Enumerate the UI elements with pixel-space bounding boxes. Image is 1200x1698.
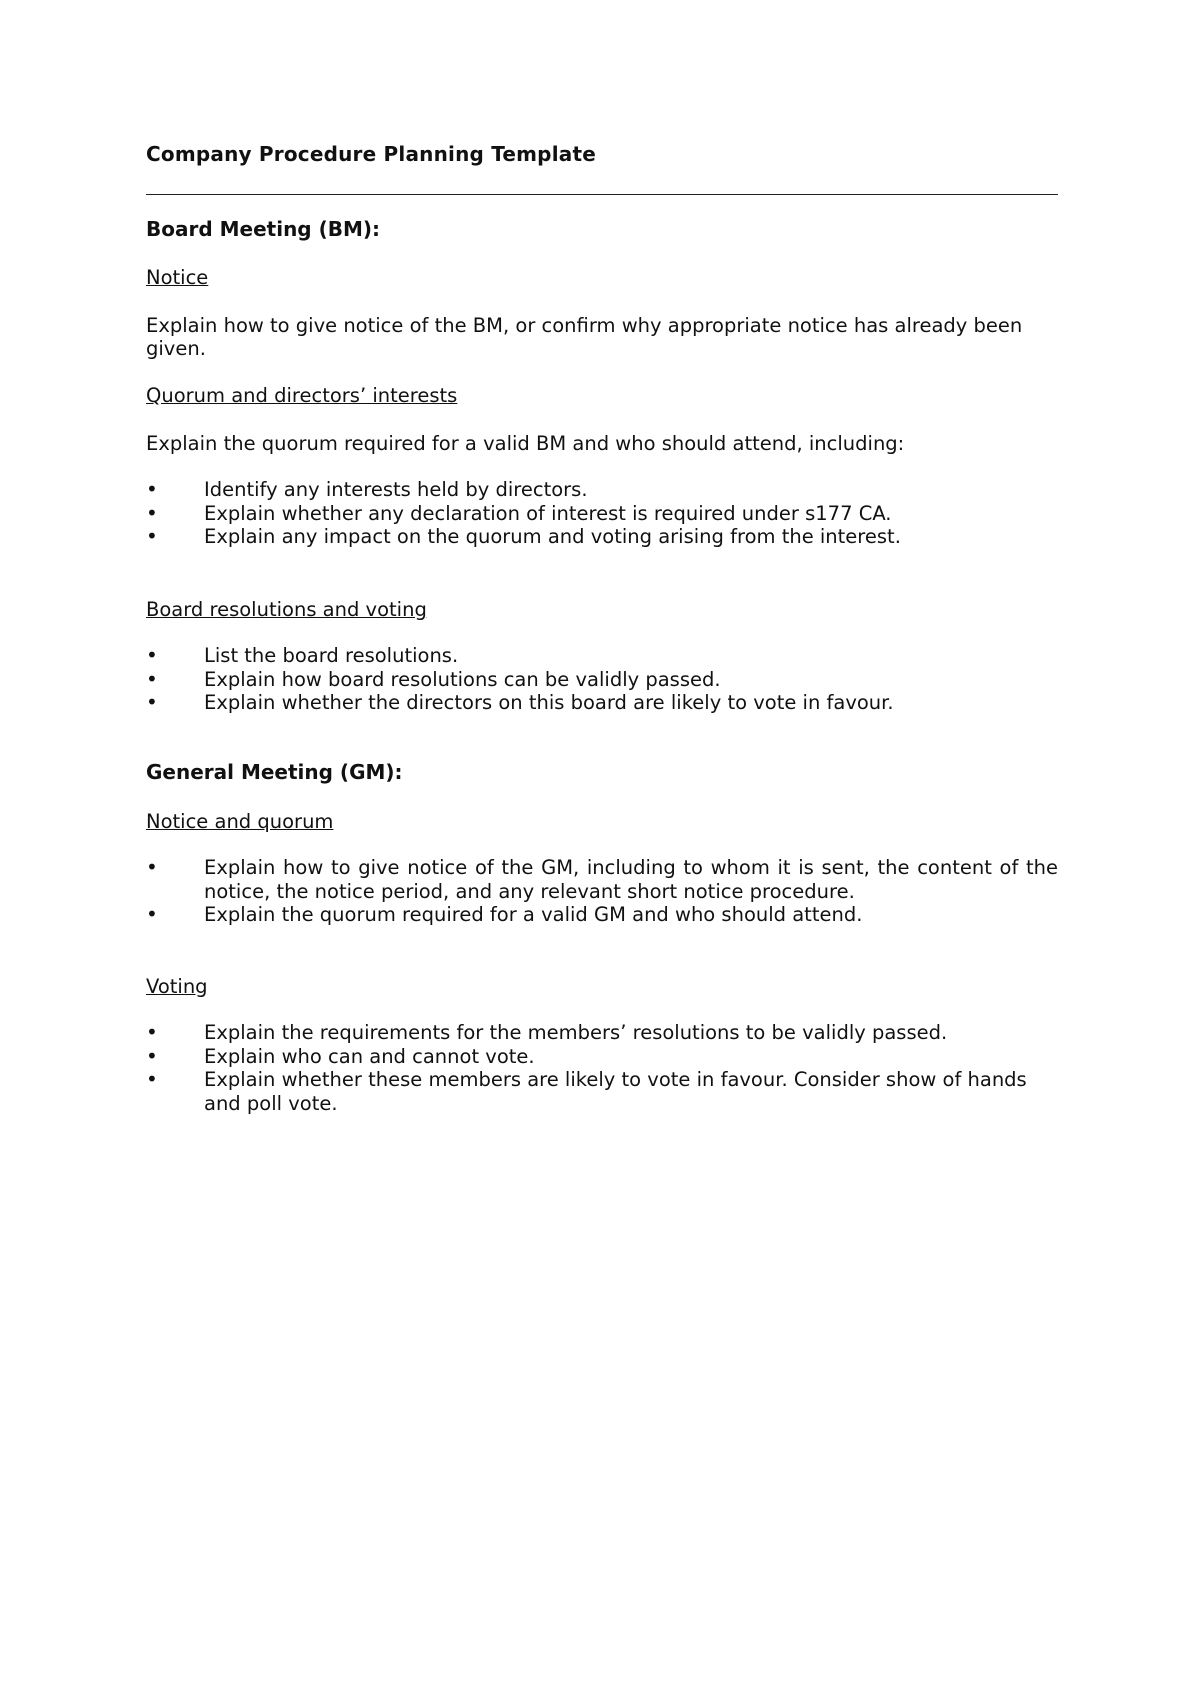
bm-resolutions-heading: Board resolutions and voting xyxy=(146,598,427,621)
bullet-icon: • xyxy=(146,500,158,525)
bm-resolutions-list xyxy=(146,644,1058,715)
gm-voting-list xyxy=(146,1021,1058,1115)
list-item-text: Explain the quorum required for a valid GM and who should attend. xyxy=(204,903,863,926)
list-item xyxy=(146,502,1058,526)
bm-quorum-heading: Quorum and directors’ interests xyxy=(146,384,458,407)
list-item xyxy=(146,668,1058,692)
list-item xyxy=(146,1045,1058,1069)
bullet-icon: • xyxy=(146,666,158,691)
document-title: Company Procedure Planning Template xyxy=(146,142,596,166)
gm-notice-heading: Notice and quorum xyxy=(146,810,334,833)
list-item xyxy=(146,691,1058,715)
list-item xyxy=(146,478,1058,502)
gm-notice-list xyxy=(146,856,1058,927)
bm-notice-text: Explain how to give notice of the BM, or confirm why appropriate notice has already been given. xyxy=(146,314,1023,360)
general-meeting-heading: General Meeting (GM): xyxy=(146,760,403,784)
list-item xyxy=(146,644,1058,668)
list-item-text: Explain how to give notice of the GM, including to whom it is sent, the content of the notice, the notice period, and any relevant short notice procedure. xyxy=(204,856,1058,903)
gm-voting-heading: Voting xyxy=(146,975,208,998)
list-item-text: Explain who can and cannot vote. xyxy=(204,1044,535,1068)
list-item-text: Explain how board resolutions can be validly passed. xyxy=(204,667,721,691)
list-item-text: Explain whether these members are likely to vote in favour. Consider show of hands and poll vote. xyxy=(204,1068,1027,1115)
list-item-text: List the board resolutions. xyxy=(204,644,459,667)
board-meeting-heading: Board Meeting (BM): xyxy=(146,217,381,241)
list-item xyxy=(146,856,1058,903)
bullet-icon: • xyxy=(146,524,158,548)
list-item xyxy=(146,1068,1058,1115)
bm-quorum-list xyxy=(146,478,1058,549)
list-item xyxy=(146,1021,1058,1045)
bullet-icon: • xyxy=(146,643,158,667)
bullet-icon: • xyxy=(146,477,158,501)
list-item-text: Explain any impact on the quorum and voting arising from the interest. xyxy=(204,525,901,548)
list-item-text: Explain whether any declaration of interest is required under s177 CA. xyxy=(204,501,892,525)
bullet-icon: • xyxy=(146,1020,158,1044)
title-divider xyxy=(146,194,1058,195)
bullet-icon: • xyxy=(146,1067,158,1091)
list-item-text: Explain the requirements for the members’ resolutions to be validly passed. xyxy=(204,1021,948,1044)
bullet-icon: • xyxy=(146,902,158,926)
bullet-icon: • xyxy=(146,855,158,879)
list-item-text: Explain whether the directors on this board are likely to vote in favour. xyxy=(204,691,894,714)
bm-quorum-intro: Explain the quorum required for a valid BM and who should attend, including: xyxy=(146,432,905,455)
bullet-icon: • xyxy=(146,690,158,714)
bm-notice-heading: Notice xyxy=(146,266,209,289)
list-item xyxy=(146,525,1058,549)
list-item-text: Identify any interests held by directors. xyxy=(204,478,588,501)
document-page xyxy=(146,0,1058,1698)
list-item xyxy=(146,903,1058,927)
bullet-icon: • xyxy=(146,1043,158,1068)
